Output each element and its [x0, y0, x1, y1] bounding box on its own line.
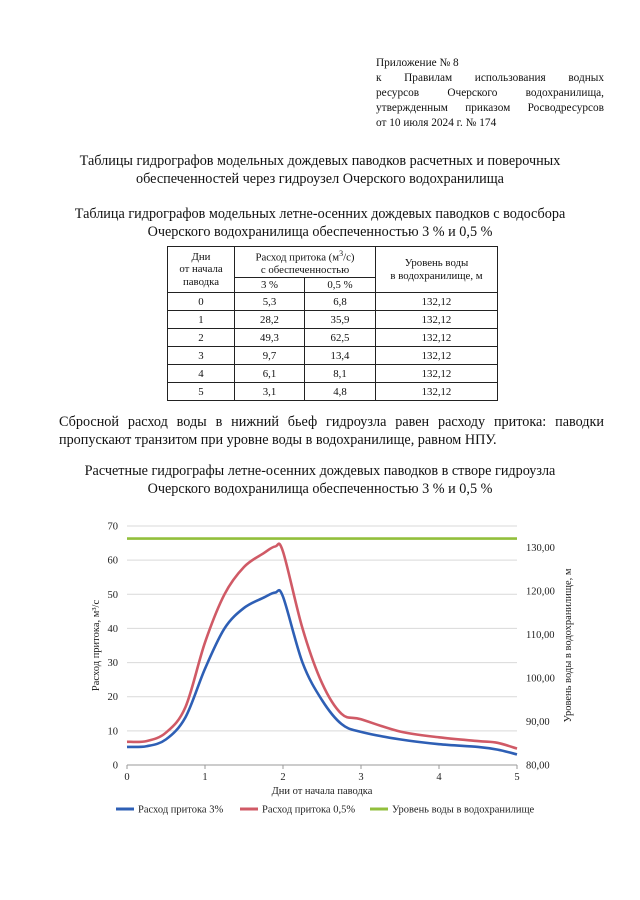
table-title [30, 205, 610, 241]
header-days-line: от начала [179, 263, 223, 276]
x-tick-label: 1 [202, 772, 208, 783]
y-tick-label-left: 30 [107, 658, 118, 670]
header-level [376, 247, 498, 293]
header-05-percent: 0,5 % [305, 278, 376, 293]
header-flow-text-end: /с) [343, 251, 355, 264]
y-tick-label-left: 40 [107, 623, 118, 635]
cell-level: 132,12 [376, 329, 498, 347]
document-title [30, 152, 610, 188]
cell-day: 3 [168, 347, 235, 365]
cell-day: 5 [168, 383, 235, 401]
cell-flow-3: 28,2 [235, 311, 305, 329]
appendix-note [376, 56, 604, 131]
cell-flow-3: 3,1 [235, 383, 305, 401]
y-tick-label-right: 80,00 [526, 760, 550, 772]
cell-level: 132,12 [376, 383, 498, 401]
header-days-line: паводка [182, 275, 220, 288]
header-level-line: Уровень воды [404, 256, 469, 269]
cell-level: 132,12 [376, 347, 498, 365]
series-line-flow-3 [127, 590, 517, 754]
y-tick-label-left: 60 [107, 555, 118, 567]
cell-flow-05: 6,8 [305, 293, 376, 311]
x-tick-label: 4 [436, 772, 442, 783]
header-flow-sup: 3 [339, 248, 344, 258]
table-row [168, 365, 498, 383]
cell-level: 132,12 [376, 311, 498, 329]
y-tick-label-left: 0 [112, 760, 118, 772]
cell-flow-05: 35,9 [305, 311, 376, 329]
chart-title [30, 462, 610, 498]
appendix-line: утвержденным приказом Росводресурсов [376, 102, 604, 114]
header-level-line: в водохранилище, м [390, 269, 483, 282]
header-flow-text: Расход притока (м [255, 251, 340, 264]
y-tick-label-left: 10 [107, 726, 118, 738]
y-tick-label-left: 50 [107, 589, 118, 601]
x-tick-label: 3 [358, 772, 364, 783]
x-tick-label: 2 [280, 772, 286, 783]
cell-day: 2 [168, 329, 235, 347]
table-row [168, 311, 498, 329]
table-row [168, 329, 498, 347]
header-days-line: Дни [191, 250, 211, 263]
header-flow-line: с обеспеченностью [260, 263, 350, 276]
cell-level: 132,12 [376, 293, 498, 311]
cell-flow-05: 13,4 [305, 347, 376, 365]
cell-flow-05: 62,5 [305, 329, 376, 347]
header-3-percent: 3 % [235, 278, 305, 293]
table-title-line: Очерского водохранилища обеспеченностью 3 % и 0,5 % [147, 224, 493, 240]
hydrograph-table [167, 246, 498, 401]
cell-flow-05: 8,1 [305, 365, 376, 383]
table-row [168, 347, 498, 365]
y-tick-label-right: 90,00 [526, 717, 550, 729]
document-title-line: обеспеченностей через гидроузел Очерского водохранилища [136, 171, 504, 187]
chart-title-line: Очерского водохранилища обеспеченностью 3 % и 0,5 % [147, 481, 493, 497]
y-axis-title-left: Расход притока, м³/с [91, 599, 102, 692]
appendix-line: Приложение № 8 [376, 57, 459, 69]
document-title-line: Таблицы гидрографов модельных дождевых паводков расчетных и поверочных [79, 153, 561, 169]
y-tick-label-right: 100,00 [526, 673, 555, 685]
y-tick-label-right: 120,00 [526, 586, 555, 598]
table-title-line: Таблица гидрографов модельных летне-осенних дождевых паводков с водосбора [74, 206, 566, 222]
legend-label: Расход притока 0,5% [262, 804, 356, 816]
table-row [168, 383, 498, 401]
x-tick-label: 0 [124, 772, 130, 783]
legend-label: Уровень воды в водохранилище [392, 804, 535, 816]
header-flow [235, 247, 376, 278]
cell-flow-3: 9,7 [235, 347, 305, 365]
appendix-line: от 10 июля 2024 г. № 174 [376, 117, 497, 129]
y-tick-label-left: 20 [107, 692, 118, 704]
header-flow-line [235, 248, 375, 264]
chart-title-line: Расчетные гидрографы летне-осенних дождевых паводков в створе гидроузла [84, 463, 556, 479]
y-tick-label-right: 130,00 [526, 543, 555, 555]
appendix-line: ресурсов Очерского водохранилища, [376, 87, 604, 99]
series-line-flow-05 [127, 544, 517, 749]
y-tick-label-left: 70 [107, 521, 118, 533]
cell-flow-3: 49,3 [235, 329, 305, 347]
table-row [168, 293, 498, 311]
y-tick-label-right: 110,00 [526, 630, 555, 642]
paragraph-line: пропускают транзитом при уровне воды в водохранилище, равном НПУ. [59, 432, 497, 448]
paragraph-line: Сбросной расход воды в нижний бьеф гидроузла равен расходу притока: паводки [59, 414, 604, 430]
y-axis-title-right: Уровень воды в водохранилище, м [563, 568, 574, 723]
transit-paragraph [59, 413, 604, 449]
header-days [168, 247, 235, 293]
cell-day: 1 [168, 311, 235, 329]
cell-flow-3: 6,1 [235, 365, 305, 383]
cell-day: 0 [168, 293, 235, 311]
x-tick-label: 5 [514, 772, 520, 783]
legend-label: Расход притока 3% [138, 804, 224, 816]
appendix-line: к Правилам использования водных [376, 72, 604, 84]
cell-day: 4 [168, 365, 235, 383]
cell-level: 132,12 [376, 365, 498, 383]
cell-flow-05: 4,8 [305, 383, 376, 401]
cell-flow-3: 5,3 [235, 293, 305, 311]
x-axis-title: Дни от начала паводка [271, 786, 373, 797]
